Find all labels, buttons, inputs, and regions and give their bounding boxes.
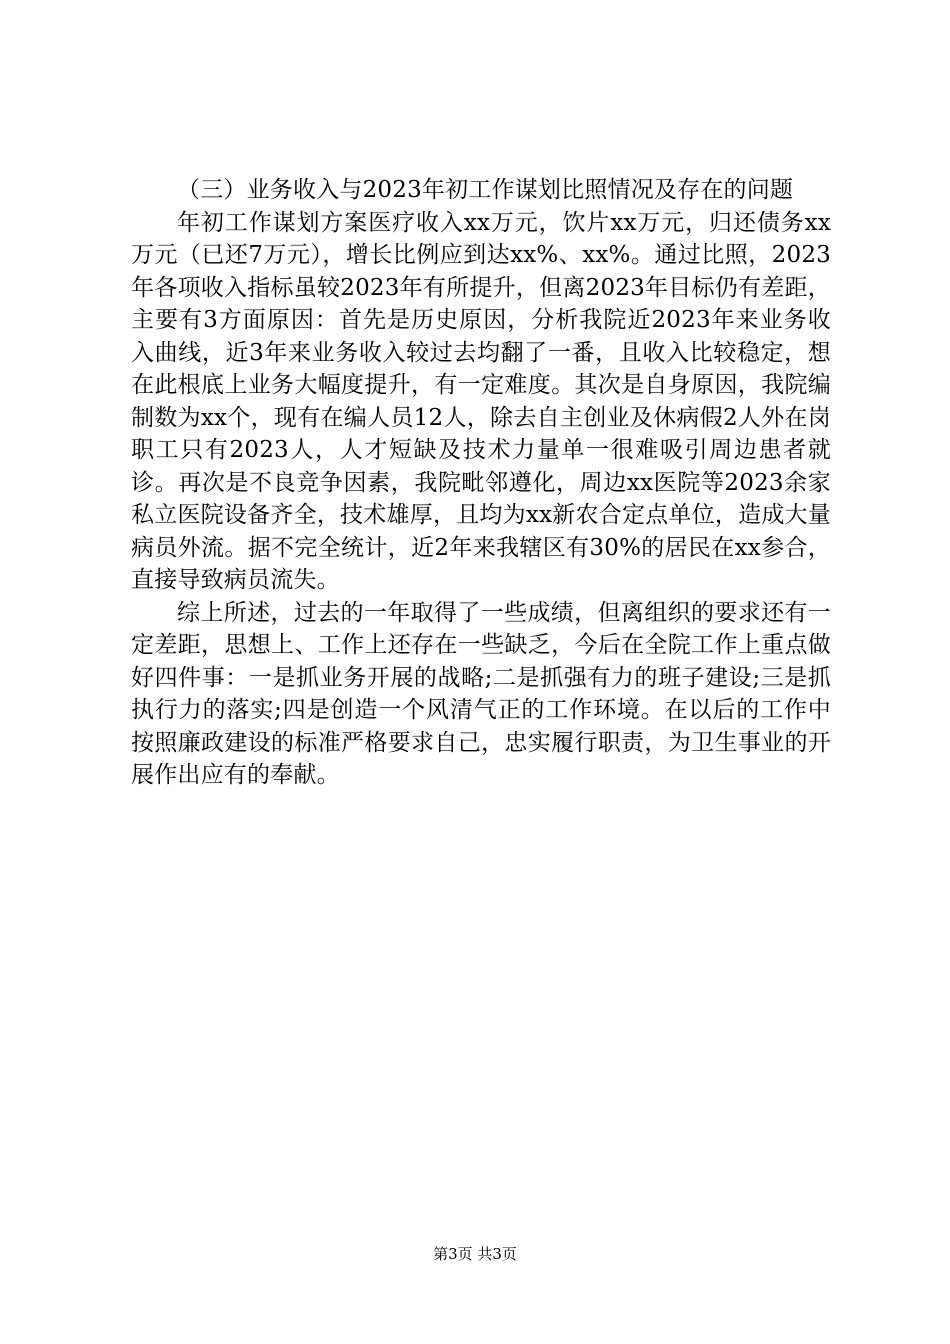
section-heading: （三）业务收入与2023年初工作谋划比照情况及存在的问题 [177, 177, 794, 203]
body-paragraph-2: 综上所述，过去的一年取得了一些成绩，但离组织的要求还有一定差距，思想上、工作上还存在一些缺乏，今后在全院工作上重点做好四件事：一是抓业务开展的战略;二是抓强有力的班子建设;三是抓执行力的落实;四是创造一个风清气正的工作环境。在以后的工作中按照廉政建设的标准严格要求自己，忠实履行职责，为卫生事业的开展作出应有的奉献。 [131, 599, 831, 788]
document-body [131, 174, 831, 792]
page-number-footer: 第3页 共3页 [433, 1245, 517, 1263]
body-paragraph-1: 年初工作谋划方案医疗收入xx万元，饮片xx万元，归还债务xx万元（已还7万元），增长比例应到达xx%、xx%。通过比照，2023年各项收入指标虽较2023年有所提升，但离2023年目标仍有差距，主要有3方面原因：首先是历史原因，分析我院近2023年来业务收入曲线，近3年来业务收入较过去均翻了一番，且收入比较稳定，想在此根底上业务大幅度提升，有一定难度。其次是自身原因，我院编制数为xx个，现有在编人员12人，除去自主创业及休病假2人外在岗职工只有2023人，人才短缺及技术力量单一很难吸引周边患者就诊。再次是不良竞争因素，我院毗邻遵化，周边xx医院等2023余家私立医院设备齐全，技术雄厚，且均为xx新农合定点单位，造成大量病员外流。据不完全统计，近2年来我辖区有30%的居民在xx参合，直接导致病员流失。 [131, 209, 831, 593]
